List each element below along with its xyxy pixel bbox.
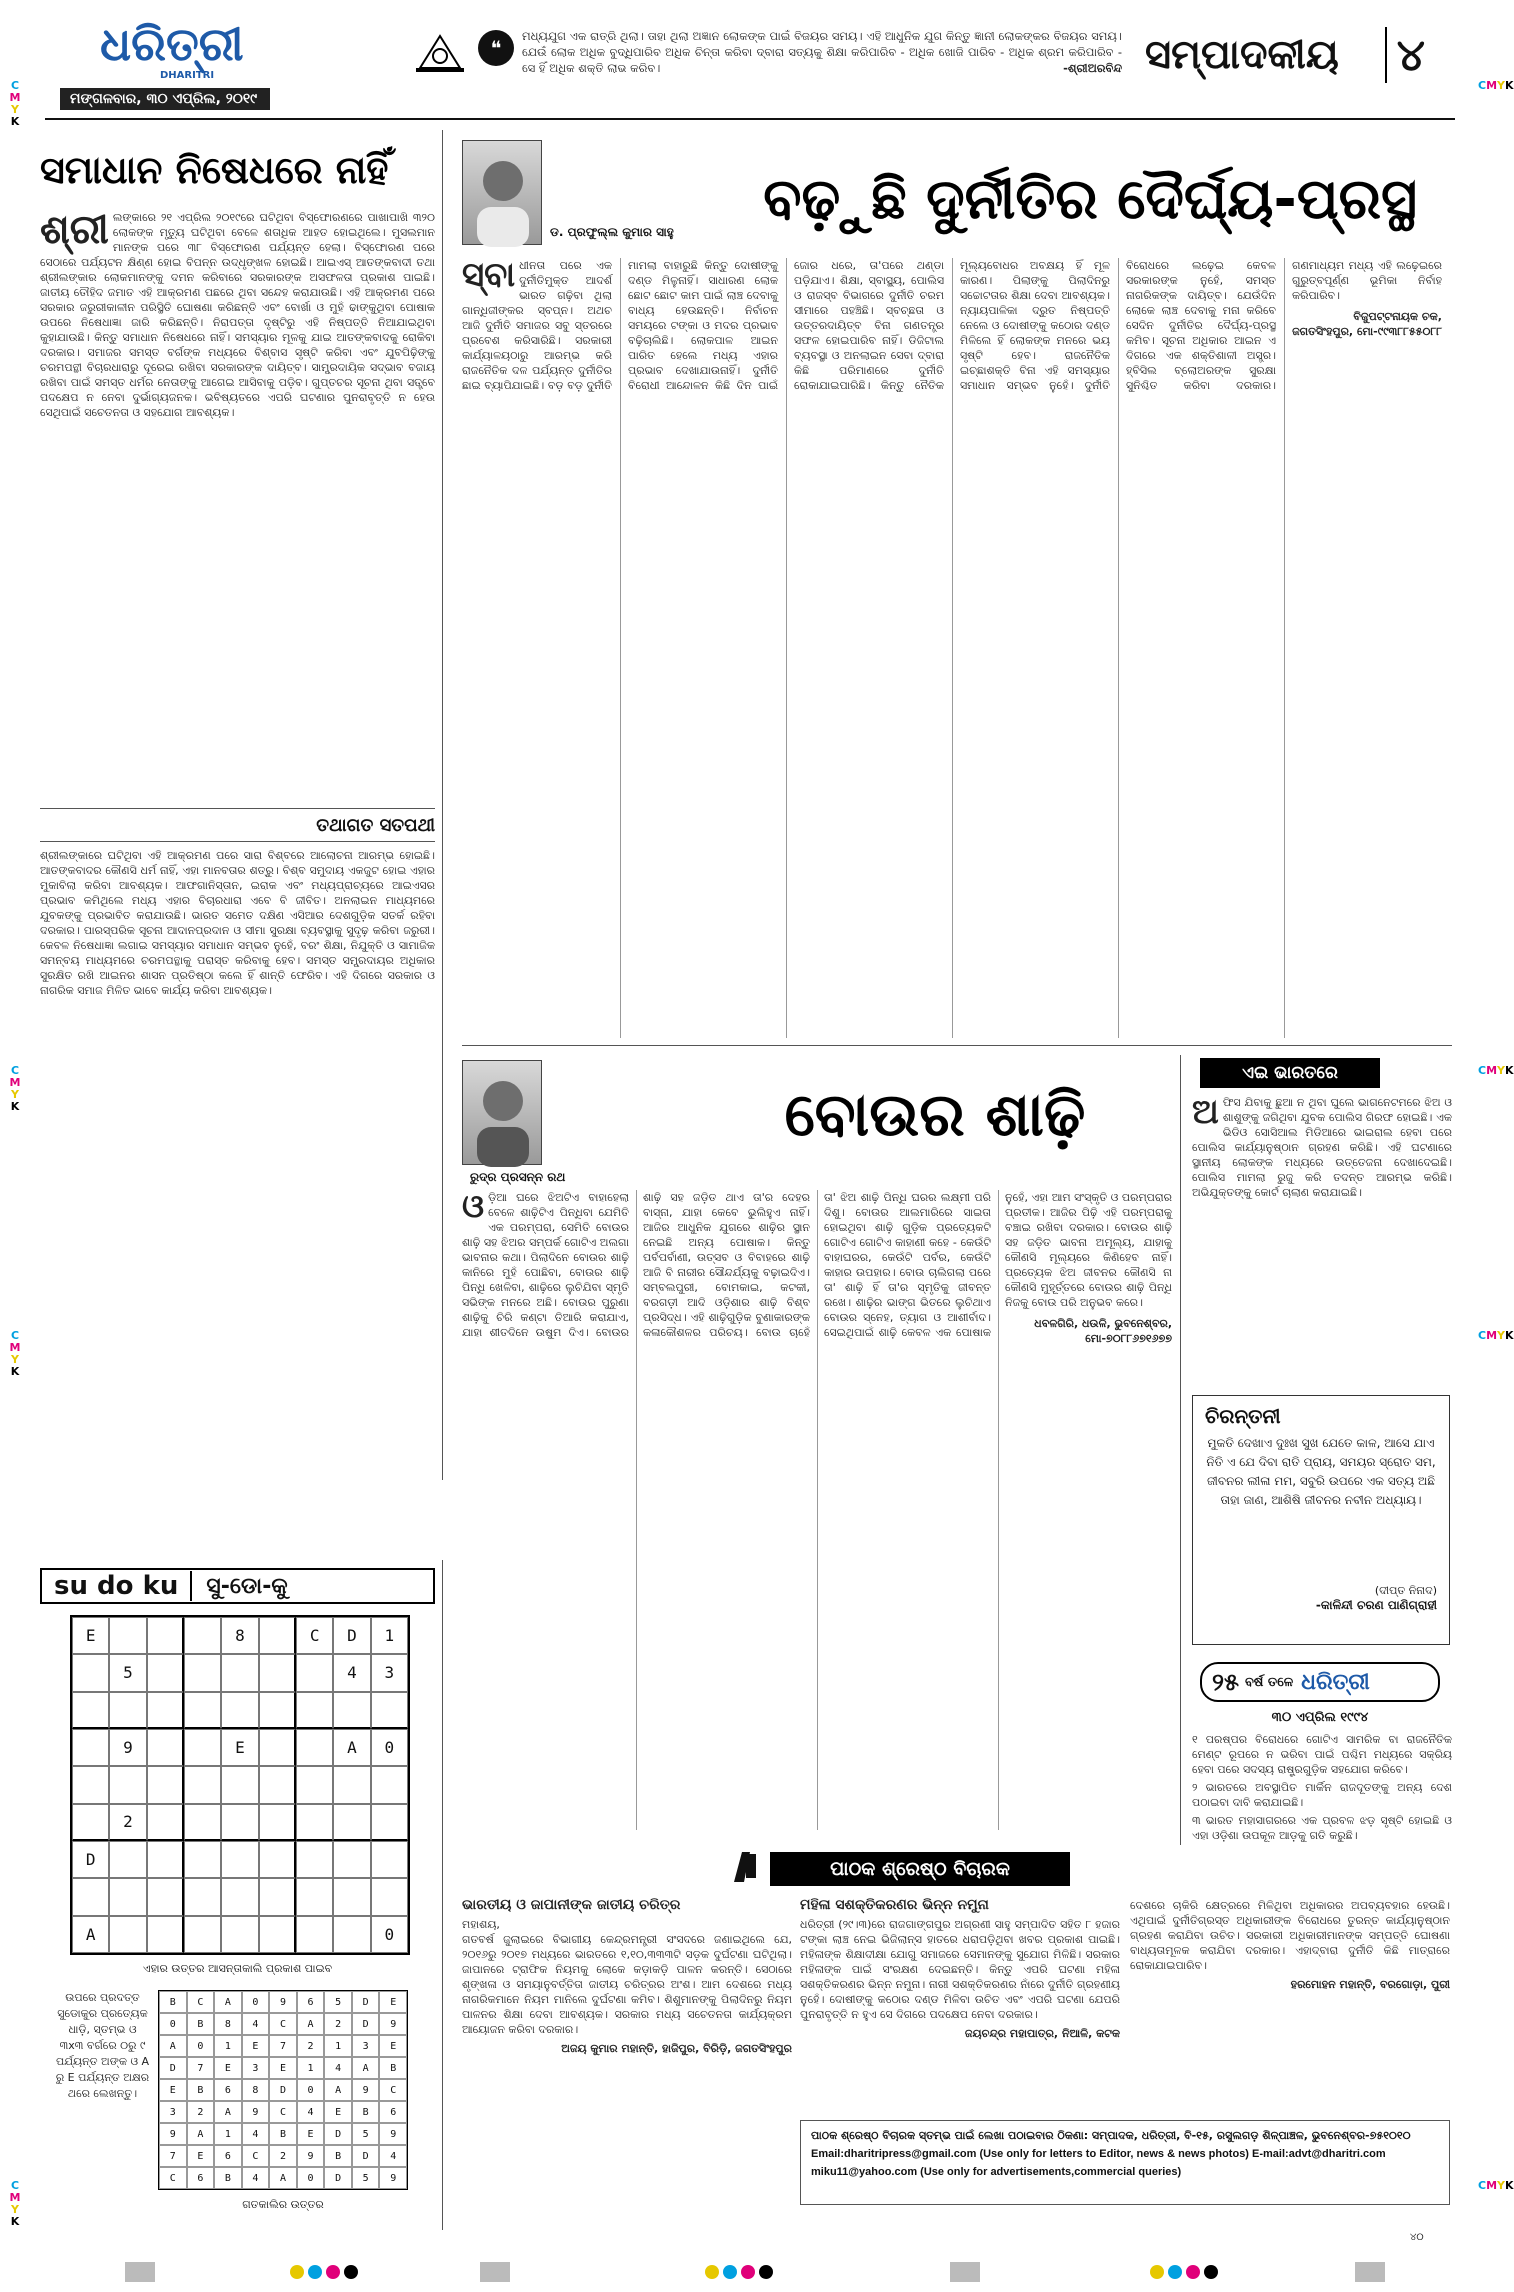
years-item-text: ଭାରତ ମହାସାଗରରେ ଏକ ପ୍ରବଳ ଝଡ଼ ସୃଷ୍ଟି ହୋଇଛି ଓ ଏହା ଓଡ଼ିଶା ଉପକୂଳ ଆଡ଼କୁ ଗତି କରୁଛି। xyxy=(1192,1814,1452,1842)
sudoku-cell: E xyxy=(221,1729,258,1766)
cyan-swatch-icon xyxy=(308,2265,322,2279)
sudoku-solution-cell: 6 xyxy=(379,2101,407,2123)
sudoku-cell xyxy=(184,1916,221,1953)
sudoku-cell xyxy=(333,1878,370,1915)
column-rule-3 xyxy=(442,1560,443,2230)
sudoku-cell xyxy=(147,1617,184,1654)
sudoku-solution-cell: B xyxy=(324,2145,352,2167)
page-number: ୪ xyxy=(1396,29,1425,81)
sudoku-solution-cell: 4 xyxy=(379,2145,407,2167)
sudoku-title-en: su do ku xyxy=(42,1571,192,1601)
sudoku-cell xyxy=(72,1766,109,1803)
sudoku-solution-cell: E xyxy=(269,2057,297,2079)
letter-heading: ମହିଳା ସଶକ୍ତିକରଣର ଭିନ୍ନ ନମୁନା xyxy=(800,1897,989,1913)
sudoku-solution-cell: B xyxy=(214,2167,242,2189)
sudoku-solution-cell: 0 xyxy=(187,2035,215,2057)
letters-title: ପାଠକ ଶ୍ରେଷ୍ଠ ବିଚାରକ xyxy=(770,1852,1070,1886)
masthead-logo-sub: DHARITRI xyxy=(160,70,215,81)
letter-body: ଗତବର୍ଷ ଜୁଲାଇରେ ବିଭାଗୀୟ କେନ୍ଦ୍ରମନ୍ତ୍ରୀ ସଂସଦରେ ଜଣାଇଥିଲେ ଯେ, ୨୦୧୬ରୁ ୨୦୧୭ ମଧ୍ୟରେ ଭାରତରେ ୧,୧୦,୩୩୩ଟି ସଡ଼କ ଦୁର୍ଘଟଣା ଘଟିଥିଲା। ଜାପାନରେ ଟ୍ରାଫିକ ନିୟମକୁ ଲୋକେ କଡ଼ାକଡ଼ି ପାଳନ କରନ୍ତି। ସେଠାରେ ଶୃଙ୍ଖଳା ଓ ସମୟାନୁବର୍ତ୍ତିତା ଜାତୀୟ ଚରିତ୍ରର ଅଂଶ। ଆମ ଦେଶରେ ମଧ୍ୟ ନାଗରିକମାନେ ନିୟମ ମାନିଲେ ଦୁର୍ଘଟଣା କମିବ। ଶିଶୁମାନଙ୍କୁ ପିଲାଦିନରୁ ନିୟମ ପାଳନର ଶିକ୍ଷା ଦେବା ଆବଶ୍ୟକ। ସରକାର ମଧ୍ୟ ସଚେତନତା କାର୍ଯ୍ୟକ୍ରମ ଆୟୋଜନ କରିବା ଦରକାର। xyxy=(462,1933,792,2036)
sudoku-cell xyxy=(296,1878,333,1915)
letter-signature: ଜୟଚନ୍ଦ୍ର ମହାପାତ୍ର, ନିଆଳି, କଟକ xyxy=(964,2027,1120,2040)
masthead-quote-author: -ଶ୍ରୀଅରବିନ୍ଦ xyxy=(1063,61,1122,75)
letter-body: ଦେଶରେ ଚାକିରି କ୍ଷେତ୍ରରେ ମିଳିଥିବା ଅଧିକାରର ଅପବ୍ୟବହାର ହେଉଛି। ଏଥିପାଇଁ ଦୁର୍ନୀତିଗ୍ରସ୍ତ ଅଧିକାରୀଙ୍କ ବିରୋଧରେ ତୁରନ୍ତ କାର୍ଯ୍ୟାନୁଷ୍ଠାନ ଗ୍ରହଣ କରାଯିବା ଉଚିତ। ସରକାରୀ ଅଧିକାରୀମାନଙ୍କ ସମ୍ପତ୍ତି ଘୋଷଣା ବାଧ୍ୟତାମୂଳକ କରାଯିବା ଦରକାର। ଏହାଦ୍ବାରା ଦୁର୍ନୀତି କିଛି ମାତ୍ରାରେ ରୋକାଯାଇପାରିବ। xyxy=(1130,1899,1450,1972)
sudoku-solution-cell: 9 xyxy=(379,2013,407,2035)
sudoku-title-bar xyxy=(40,1568,435,1604)
sudoku-solution-cell: C xyxy=(242,2145,270,2167)
sudoku-solution-cell: 5 xyxy=(352,2167,380,2189)
sudoku-solution-cell: A xyxy=(187,2123,215,2145)
sudoku-cell xyxy=(147,1729,184,1766)
sudoku-cell xyxy=(109,1878,146,1915)
sudoku-title-or: ସୁ-ଡୋ-କୁ xyxy=(206,1573,288,1599)
letter-signature: ଅଜୟ କୁମାର ମହାନ୍ତି, ହାଜିପୁର, ବିରିଡ଼ି, ଜଗତସିଂହପୁର xyxy=(561,2042,792,2055)
sudoku-cell xyxy=(333,1804,370,1841)
sudoku-cell: 0 xyxy=(371,1729,408,1766)
article2-body-text: ଡ଼ିଆ ଘରେ ଝିଅଟିଏ ବାହାହେଲା ବେଳେ ଶାଢ଼ିଟିଏ ପିନ୍ଧିବା ଯେମିତି ଏକ ପରମ୍ପରା, ସେମିତି ବୋଉର ଶାଢ଼ି ସହ ଝିଅର ସମ୍ପର୍କ ଗୋଟିଏ ଅଲଗା ଭାବନାର କଥା। ପିଲାଦିନେ ବୋଉର ଶାଢ଼ି କାନିରେ ମୁହଁ ପୋଛିବା, ବୋଉର ଶାଢ଼ି ପିନ୍ଧି ଖେଳିବା, ଶାଢ଼ିରେ ଲୁଚିଯିବା ସ୍ମୃତି ସଭିଙ୍କ ମନରେ ଅଛି। ବୋଉର ପୁରୁଣା ଶାଢ଼ିକୁ ଚିରି କଣ୍ଟା ତିଆରି କରାଯାଏ, ଯାହା ଶୀତଦିନେ ଉଷୁମ ଦିଏ। ବୋଉର ଶାଢ଼ି ସହ ଜଡ଼ିତ ଥାଏ ତା'ର ଦେହର ବାସ୍ନା, ଯାହା କେବେ ଭୁଲିହୁଏ ନାହିଁ। ଆଜିର ଆଧୁନିକ ଯୁଗରେ ଶାଢ଼ିର ସ୍ଥାନ ନେଇଛି ଅନ୍ୟ ପୋଷାକ। କିନ୍ତୁ ପର୍ବପର୍ବାଣୀ, ଉତ୍ସବ ଓ ବିବାହରେ ଶାଢ଼ି ଆଜି ବି ନାରୀର ସୌନ୍ଦର୍ଯ୍ୟକୁ ବଢ଼ାଇଦିଏ। ସମ୍ବଲପୁରୀ, ବୋମକାଇ, କଟକୀ, ବରଗଡ଼ୀ ଆଦି ଓଡ଼ିଶାର ଶାଢ଼ି ବିଶ୍ବ ପ୍ରସିଦ୍ଧ। ଏହି ଶାଢ଼ିଗୁଡ଼ିକ ବୁଣାକାରଙ୍କ କଳାକୌଶଳର ପରିଚୟ। ବୋଉ ଚାହେଁ ତା' ଝିଅ ଶାଢ଼ି ପିନ୍ଧି ଘରର ଲକ୍ଷ୍ମୀ ପରି ଦିଶୁ। ବୋଉର ଆଲମାରିରେ ସାଇତା ହୋଇଥିବା ଶାଢ଼ି ଗୁଡ଼ିକ ପ୍ରତ୍ୟେକଟି ଗୋଟିଏ ଗୋଟିଏ କାହାଣୀ କହେ - କେଉଁଟି ବାହାଘରର, କେଉଁଟି ପର୍ବର, କେଉଁଟି କାହାର ଉପହାର। ବୋଉ ଚାଲିଗଲା ପରେ ତା' ଶାଢ଼ି ହିଁ ତା'ର ସ୍ମୃତିକୁ ଜୀବନ୍ତ ରଖେ। ଶାଢ଼ିର ଭାଙ୍ଗ ଭିତରେ ଲୁଚିଥାଏ ବୋଉର ସ୍ନେହ, ତ୍ୟାଗ ଓ ଆଶୀର୍ବାଦ। ସେଇଥିପାଇଁ ଶାଢ଼ି କେବଳ ଏକ ପୋଷାକ ନୁହେଁ, ଏହା ଆମ ସଂସ୍କୃତି ଓ ପରମ୍ପରାର ପ୍ରତୀକ। ଆଜିର ପିଢ଼ି ଏହି ପରମ୍ପରାକୁ ବଞ୍ଚାଇ ରଖିବା ଦରକାର। ବୋଉର ଶାଢ଼ି ସହ ଜଡ଼ିତ ଭାବନା ଅମୂଲ୍ୟ, ଯାହାକୁ କୌଣସି ମୂଲ୍ୟରେ କିଣିହେବ ନାହିଁ। ପ୍ରତ୍ୟେକ ଝିଅ ଜୀବନର କୌଣସି ନା କୌଣସି ମୁହୂର୍ତ୍ତରେ ବୋଉର ଶାଢ଼ି ପିନ୍ଧି ନିଜକୁ ବୋଉ ପରି ଅନୁଭବ କରେ। xyxy=(462,1191,1172,1339)
sudoku-cell xyxy=(259,1916,296,1953)
masthead-date: ମଙ୍ଗଳବାର, ୩୦ ଏପ୍ରିଲ, ୨୦୧୯ xyxy=(60,88,270,110)
sudoku-solution-cell: 6 xyxy=(214,2079,242,2101)
sudoku-cell xyxy=(109,1766,146,1803)
sudoku-cell xyxy=(259,1654,296,1691)
sudoku-solution-cell: B xyxy=(269,2123,297,2145)
sudoku-cell xyxy=(259,1878,296,1915)
masthead-logo-block xyxy=(60,18,280,118)
sudoku-cell xyxy=(184,1692,221,1729)
sudoku-cell xyxy=(259,1692,296,1729)
cmyk-marks-right-middle: CMYK xyxy=(1478,1064,1514,1077)
sudoku-cell xyxy=(184,1766,221,1803)
cyan-swatch-icon xyxy=(1168,2265,1182,2279)
sudoku-grid xyxy=(70,1615,410,1955)
sudoku-cell xyxy=(221,1878,258,1915)
sudoku-cell xyxy=(221,1916,258,1953)
years-badge-text: ବର୍ଷ ତଳେ xyxy=(1244,1674,1294,1690)
sudoku-solution-cell: 6 xyxy=(297,1991,325,2013)
sudoku-solution-cell: 9 xyxy=(242,2101,270,2123)
sudoku-cell: A xyxy=(333,1729,370,1766)
sudoku-solution-cell: 7 xyxy=(269,2035,297,2057)
cmyk-marks-left-top: C M Y K xyxy=(9,79,21,128)
sudoku-solution-cell: B xyxy=(379,2057,407,2079)
years-item: ୧ ପରଷ୍ପର ବିରୋଧରେ ଗୋଟିଏ ସାମରିକ ବା ରାଜନୈତିକ ମେଣ୍ଟ ରୂପରେ ନ ଭରିବା ପାଇଁ ପଶ୍ଚିମ ମଧ୍ୟରେ ସକ୍ରିୟ ହେବା ପରେ ସଦସ୍ୟ ରାଷ୍ଟ୍ରଗୁଡ଼ିକ ସହଯୋଗ କରିବେ। xyxy=(1192,1733,1452,1776)
sudoku-solution-cell: 2 xyxy=(187,2101,215,2123)
article2-body xyxy=(462,1187,1172,1830)
years-item-text: ଭାରତରେ ଅବସ୍ଥାପିତ ମାର୍କିନ ରାଜଦୂତଙ୍କୁ ଅନ୍ୟ ଦେଶ ପଠାଇବା ଦାବି କରାଯାଇଛି। xyxy=(1192,1781,1452,1809)
sudoku-solution-cell: 9 xyxy=(379,2167,407,2189)
sudoku-cell xyxy=(72,1878,109,1915)
sudoku-solution-cell: C xyxy=(379,2079,407,2101)
sudoku-cell xyxy=(296,1692,333,1729)
sudoku-cell xyxy=(72,1804,109,1841)
sudoku-solution-cell: C xyxy=(159,2167,187,2189)
sudoku-solution-cell: E xyxy=(159,2079,187,2101)
letter-greeting: ମହାଶୟ, xyxy=(462,1918,500,1931)
sudoku-solution-cell: A xyxy=(297,2013,325,2035)
sudoku-cell xyxy=(184,1617,221,1654)
column-rule-1 xyxy=(442,130,443,1480)
sudoku-solution-cell: C xyxy=(269,2101,297,2123)
chirantani-body: ମୁକତି ଦେଖାଏ ଦୁଃଖ ସୁଖ ଯେତେ କାଳ, ଆସେ ଯାଏ ନିତି ଏ ଯେ ଦିବା ରାତି ପ୍ରାୟ, ସମୟର ସ୍ରୋତ ସମ, ଜୀବନର ଲୀଳା ମମ, ସବୁରି ଉପରେ ଏକ ସତ୍ୟ ଅଛି ତାହା ଜାଣ, ଆଶିଷି ଜୀବନର ନବୀନ ଅଧ୍ୟାୟ। xyxy=(1206,1436,1436,1507)
sudoku-solution-cell: 9 xyxy=(159,2123,187,2145)
sudoku-solution-cell: 6 xyxy=(214,2145,242,2167)
letters-pen-icon xyxy=(730,1848,760,1886)
sudoku-solution-cell: B xyxy=(187,2079,215,2101)
mail-note-address: ପାଠକ ଶ୍ରେଷ୍ଠ ବିଚାରକ ସ୍ତମ୍ଭ ପାଇଁ ଲେଖା ପଠାଇବାର ଠିକଣା: ସମ୍ପାଦକ, ଧରିତ୍ରୀ, ବି-୧୫, ରସୁଲଗଡ଼ ଶିଳ୍ପାଞ୍ଚଳ, ଭୁବନେଶ୍ବର-୭୫୧୦୧୦ xyxy=(811,2129,1411,2142)
sudoku-cell xyxy=(147,1766,184,1803)
sudoku-cell xyxy=(147,1804,184,1841)
sudoku-solution-cell: E xyxy=(297,2123,325,2145)
cmyk-marks-right-top: CMYK xyxy=(1478,79,1514,92)
sudoku-cell xyxy=(147,1692,184,1729)
cmyk-marks-right-bottom: CMYK xyxy=(1478,2179,1514,2192)
article2-headline: ବୋଉର ଶାଢ଼ି xyxy=(784,1080,1086,1150)
years-item-text: ପରଷ୍ପର ବିରୋଧରେ ଗୋଟିଏ ସାମରିକ ବା ରାଜନୈତିକ ମେଣ୍ଟ ରୂପରେ ନ ଭରିବା ପାଇଁ ପଶ୍ଚିମ ମଧ୍ୟରେ ସକ୍ରିୟ ହେବା ପରେ ସଦସ୍ୟ ରାଷ୍ଟ୍ରଗୁଡ଼ିକ ସହଯୋଗ କରିବେ। xyxy=(1192,1733,1452,1776)
sudoku-instructions: ଉପରେ ପ୍ରଦତ୍ତ ସୁଡୋକୁର ପ୍ରତ୍ୟେକ ଧାଡ଼ି, ସ୍ତମ୍ଭ ଓ ୩x୩ ବର୍ଗରେ ୦ରୁ ୯ ପର୍ଯ୍ୟନ୍ତ ଅଙ୍କ ଓ A ରୁ E ପର୍ଯ୍ୟନ୍ତ ଅକ୍ଷର ଥରେ ଲେଖନ୍ତୁ। xyxy=(55,1991,150,2100)
masthead-rule xyxy=(45,118,1455,120)
sudoku-solution-cell: 3 xyxy=(352,2035,380,2057)
article1-body xyxy=(462,255,1442,1038)
sudoku-solution-cell: A xyxy=(159,2035,187,2057)
sudoku-solution-cell: 4 xyxy=(324,2057,352,2079)
sudoku-cell xyxy=(147,1878,184,1915)
sudoku-solution-cell: C xyxy=(187,1991,215,2013)
sudoku-solution-cell: C xyxy=(269,2013,297,2035)
sudoku-cell xyxy=(333,1766,370,1803)
sudoku-solution-cell: 8 xyxy=(242,2079,270,2101)
sudoku-solution-grid xyxy=(158,1990,408,2190)
sudoku-cell xyxy=(371,1766,408,1803)
sudoku-cell: 5 xyxy=(109,1654,146,1691)
sudoku-cell xyxy=(184,1841,221,1878)
author-photo-prafulla xyxy=(462,140,542,245)
sudoku-solution-cell: E xyxy=(214,2057,242,2079)
sudoku-cell xyxy=(259,1729,296,1766)
mail-note-emails: Email:dharitripress@gmail.com (Use only for letters to Editor, news & news photos) E-mail:advt@dharitri.com xyxy=(811,2148,1386,2160)
sudoku-solution-cell: 0 xyxy=(242,1991,270,2013)
sudoku-cell xyxy=(184,1729,221,1766)
sudoku-cell: 4 xyxy=(333,1654,370,1691)
sudoku-cell: 3 xyxy=(371,1654,408,1691)
sudoku-solution-label: ଗତକାଲିର ଉତ୍ତର xyxy=(242,2198,324,2211)
sudoku-solution-cell: B xyxy=(187,2013,215,2035)
sudoku-cell: 9 xyxy=(109,1729,146,1766)
masthead-quote-text: ମଧ୍ୟଯୁଗ ଏକ ରାତ୍ରି ଥିଲା। ତାହା ଥିଲା ଅଜ୍ଞାନ ଲୋକଙ୍କ ପାଇଁ ବିଜୟର ସମୟ। ଏହି ଆଧୁନିକ ଯୁଗ କିନ୍ତୁ ଜ୍ଞାନୀ ଲୋକଙ୍କର ବିଜୟର ସମୟ। ଯେଉଁ ଲୋକ ଅଧିକ ବୁଦ୍ଧିପାରିବ ଅଧିକ ଚିନ୍ତା କରିବା ଦ୍ବାରା ସତ୍ୟକୁ ଶିକ୍ଷା କରିପାରିବ - ଅଧିକ ଖୋଜି ପାରିବ - ଅଧିକ ଶ୍ରମ କରିପାରିବ - ସେ ହିଁ ଅଧିକ ଶକ୍ତି ଲାଭ କରିବ। xyxy=(522,29,1122,75)
footer-gray-bar xyxy=(950,2262,980,2282)
chirantani-source: (ଦୀପ୍ତ ନିନାଦ) xyxy=(1374,1584,1437,1597)
column-rule-2 xyxy=(1180,1055,1181,1845)
sudoku-solution-cell: 0 xyxy=(297,2167,325,2189)
black-swatch-icon xyxy=(344,2265,358,2279)
sudoku-solution-cell: D xyxy=(324,2167,352,2189)
sudoku-solution-cell: E xyxy=(324,2101,352,2123)
footer-gray-bar xyxy=(125,2262,155,2282)
article1-bottom-rule xyxy=(462,1045,1452,1046)
sudoku-solution-cell: B xyxy=(352,2101,380,2123)
sudoku-solution-cell: 4 xyxy=(297,2101,325,2123)
sudoku-solution-cell: 1 xyxy=(214,2123,242,2145)
sudoku-cell xyxy=(72,1692,109,1729)
editorial-author-bar xyxy=(40,808,435,842)
sudoku-solution-cell: D xyxy=(269,2079,297,2101)
sudoku-cell: C xyxy=(296,1617,333,1654)
sudoku-cell xyxy=(259,1804,296,1841)
sudoku-solution-cell: D xyxy=(159,2057,187,2079)
sudoku-solution-cell: 0 xyxy=(297,2079,325,2101)
sudoku-solution-cell: 9 xyxy=(352,2079,380,2101)
cmyk-marks-left-middle: C M Y K xyxy=(9,1064,21,1113)
sudoku-solution-cell: 4 xyxy=(242,2013,270,2035)
chirantani-title: ଚିରନ୍ତନୀ xyxy=(1205,1404,1281,1428)
sudoku-solution-cell: 7 xyxy=(159,2145,187,2167)
cmyk-marks-left-lower: C M Y K xyxy=(9,1329,21,1378)
years-date: ୩୦ ଏପ୍ରିଲ ୧୯୯୪ xyxy=(1271,1710,1369,1725)
eibharatare-body xyxy=(1192,1092,1452,1380)
black-swatch-icon xyxy=(1204,2265,1218,2279)
sudoku-cell xyxy=(184,1878,221,1915)
section-title: ସମ୍ପାଦକୀୟ xyxy=(1145,32,1339,78)
sudoku-cell: D xyxy=(333,1617,370,1654)
sudoku-cell xyxy=(109,1916,146,1953)
section-divider xyxy=(1385,27,1387,83)
chirantani-author: -କାଳିନ୍ଦୀ ଚରଣ ପାଣିଗ୍ରାହୀ xyxy=(1315,1598,1437,1612)
sudoku-cell xyxy=(221,1692,258,1729)
cmyk-marks-left-bottom: C M Y K xyxy=(9,2179,21,2228)
author-photo-rudra xyxy=(462,1060,542,1165)
sudoku-solution-cell: 2 xyxy=(297,2035,325,2057)
article1-dropcap: ସ୍ବା xyxy=(462,255,516,295)
years-badge-number: ୨୫ xyxy=(1212,1668,1239,1696)
sudoku-cell: 0 xyxy=(371,1916,408,1953)
sudoku-solution-cell: 9 xyxy=(379,2123,407,2145)
article2-dropcap: ଓ xyxy=(462,1187,485,1225)
editorial-body-continued: ଶ୍ରୀଲଙ୍କାରେ ଘଟିଥିବା ଏହି ଆକ୍ରମଣ ପରେ ସାରା ବିଶ୍ବରେ ଆଲୋଚନା ଆରମ୍ଭ ହୋଇଛି। ଆତଙ୍କବାଦର କୌଣସି ଧର୍ମ ନାହିଁ, ଏହା ମାନବତାର ଶତ୍ରୁ। ବିଶ୍ବ ସମୁଦାୟ ଏକଜୁଟ ହୋଇ ଏହାର ମୁକାବିଲା କରିବା ଆବଶ୍ୟକ। ଆଫଗାନିସ୍ତାନ, ଇରାକ ଏବଂ ମଧ୍ୟପ୍ରାଚ୍ୟରେ ଆଇଏସର ପ୍ରଭାବ କମିଥିଲେ ମଧ୍ୟ ଏହାର ବିଚାରଧାରା ଏବେ ବି ଜୀବିତ। ଅନଲାଇନ ମାଧ୍ୟମରେ ଯୁବକଙ୍କୁ ପ୍ରଭାବିତ କରାଯାଉଛି। ଭାରତ ସମେତ ଦକ୍ଷିଣ ଏସିଆର ଦେଶଗୁଡ଼ିକ ସତର୍କ ରହିବା ଦରକାର। ପାରସ୍ପରିକ ସୂଚନା ଆଦାନପ୍ରଦାନ ଓ ସୀମା ସୁରକ୍ଷା ବ୍ୟବସ୍ଥାକୁ ସୁଦୃଢ଼ କରିବା ଜରୁରୀ। କେବଳ ନିଷେଧାଜ୍ଞା ଲଗାଇ ସମସ୍ୟାର ସମାଧାନ ସମ୍ଭବ ନୁହେଁ, ବରଂ ଶିକ୍ଷା, ନିଯୁକ୍ତି ଓ ସାମାଜିକ ସମନ୍ବୟ ମାଧ୍ୟମରେ ଚରମପନ୍ଥାକୁ ପରାସ୍ତ କରିବାକୁ ହେବ। ସମସ୍ତ ସମ୍ପ୍ରଦାୟର ଅଧିକାର ସୁରକ୍ଷିତ ରଖି ଆଇନର ଶାସନ ପ୍ରତିଷ୍ଠା କଲେ ହିଁ ଶାନ୍ତି ଫେରିବ। ଏହି ଦିଗରେ ସରକାର ଓ ନାଗରିକ ସମାଜ ମିଳିତ ଭାବେ କାର୍ଯ୍ୟ କରିବା ଆବଶ୍ୟକ। xyxy=(40,849,435,997)
sudoku-solution-cell: 0 xyxy=(159,2013,187,2035)
sudoku-cell xyxy=(259,1617,296,1654)
letter-2 xyxy=(800,1898,1120,2108)
quote-icon xyxy=(478,30,514,66)
years-item: ୨ ଭାରତରେ ଅବସ୍ଥାପିତ ମାର୍କିନ ରାଜଦୂତଙ୍କୁ ଅନ୍ୟ ଦେଶ ପଠାଇବା ଦାବି କରାଯାଇଛି। xyxy=(1192,1781,1452,1809)
sudoku-cell xyxy=(333,1692,370,1729)
sudoku-cell xyxy=(221,1841,258,1878)
sudoku-cell xyxy=(333,1916,370,1953)
sudoku-cell xyxy=(147,1841,184,1878)
editorial-body-text: ଲଙ୍କାରେ ୨୧ ଏପ୍ରିଲ ୨୦୧୯ରେ ଘଟିଥିବା ବିସ୍ଫୋରଣରେ ପାଖାପାଖି ୩୨୦ ଲୋକଙ୍କ ମୃତ୍ୟୁ ଘଟିଥିବା ବେଳେ ଶତାଧିକ ଆହତ ହୋଇଥିଲେ। ମୁସଲମାନ ମାନଙ୍କ ପରେ ୩୮ ବିସ୍ଫୋରଣ ପର୍ଯ୍ୟନ୍ତ ହେଲା। ବିସ୍ଫୋରଣ ପରେ ସେଠାରେ ପର୍ଯ୍ୟଟନ କ୍ଷିଣ୍ଣ ହୋଇ ବିପନ୍ନ ଉଦ୍ଧୃଙ୍ଖଳ ହୋଇଛି। ଆଇଏସ୍ ଆତଙ୍କବାଦୀ ତଥା ଶ୍ରୀଲଙ୍କାର ଲୋକମାନଙ୍କୁ ଦମନ କରିବାରେ ସରକାରଙ୍କ ଅସଫଳତା ପ୍ରକାଶ ପାଇଛି। ଜାତୀୟ ତୌହିଦ ଜମାତ ଏହି ଆକ୍ରମଣ ପଛରେ ଥିବା ସନ୍ଦେହ କରାଯାଉଛି। ଏହି ଆକ୍ରମଣ ପରେ ସରକାର ଜରୁରୀକାଳୀନ ପରିସ୍ଥିତି ଘୋଷଣା କରିଛନ୍ତି ଏବଂ ବୋର୍ଖା ଓ ମୁହଁ ଢାଙ୍କୁଥିବା ପୋଷାକ ଉପରେ ନିଷେଧାଜ୍ଞା ଜାରି କରିଛନ୍ତି। ନିରାପତ୍ତା ଦୃଷ୍ଟିରୁ ଏହି ନିଷ୍ପତ୍ତି ନିଆଯାଇଥିବା କୁହାଯାଉଛି। କିନ୍ତୁ ସମାଧାନ ନିଷେଧରେ ନାହିଁ। ସମସ୍ୟାର ମୂଳକୁ ଯାଇ ଆତଙ୍କବାଦକୁ ରୋକିବା ଦରକାର। ସମାଜର ସମସ୍ତ ବର୍ଗଙ୍କ ମଧ୍ୟରେ ବିଶ୍ବାସ ସୃଷ୍ଟି କରିବା ଏବଂ ଯୁବପିଢ଼ିଙ୍କୁ ଚରମପନ୍ଥୀ ବିଚାରଧାରାରୁ ଦୂରେଇ ରଖିବା ସରକାରଙ୍କ ଦାୟିତ୍ବ। ସାମ୍ପ୍ରଦାୟିକ ସଦ୍ଭାବ ବଜାୟ ରଖିବା ପାଇଁ ସମସ୍ତ ଧର୍ମର ନେତାଙ୍କୁ ଆଗେଇ ଆସିବାକୁ ପଡ଼ିବ। ଗୁପ୍ତଚର ସୂଚନା ଥିବା ସତ୍ତ୍ବେ ପଦକ୍ଷେପ ନ ନେବା ଦୁର୍ଭାଗ୍ୟଜନକ। ଭବିଷ୍ୟତରେ ଏପରି ଘଟଣାର ପୁନରାବୃତ୍ତି ନ ହେଉ ସେଥିପାଇଁ ସଚେତନତା ଓ ସହଯୋଗ ଆବଶ୍ୟକ। xyxy=(40,211,435,419)
sudoku-cell xyxy=(221,1654,258,1691)
editorial-dropcap: ଶ୍ରୀ xyxy=(40,207,109,253)
sudoku-solution-cell: D xyxy=(324,2123,352,2145)
sudoku-solution-cell: 4 xyxy=(242,2167,270,2189)
sudoku-solution-cell: D xyxy=(352,1991,380,2013)
emblem-icon xyxy=(410,28,470,74)
article2-contact: ଧବଳଗିରି, ଧଉଳି, ଭୁବନେଶ୍ବର, ମୋ-୭୦୮୮୬୭୧୬୭୭ xyxy=(1034,1317,1172,1345)
article1-headline: ବଢ଼ୁଛି ଦୁର୍ନୀତିର ଦୈର୍ଘ୍ୟ-ପ୍ରସ୍ଥ xyxy=(763,167,1417,232)
sudoku-cell xyxy=(371,1804,408,1841)
cyan-swatch-icon xyxy=(723,2265,737,2279)
section-header xyxy=(1145,20,1425,90)
eibharatare-title: ଏଇ ଭାରତରେ xyxy=(1200,1058,1380,1088)
sudoku-cell xyxy=(296,1654,333,1691)
sudoku-solution-cell: 2 xyxy=(269,2145,297,2167)
years-items xyxy=(1192,1732,1452,1847)
footer-gray-bar xyxy=(1355,2262,1385,2282)
sudoku-cell xyxy=(221,1766,258,1803)
sudoku-solution-cell: 1 xyxy=(214,2035,242,2057)
sudoku-cell xyxy=(109,1841,146,1878)
letter-1 xyxy=(462,1898,792,2198)
sudoku-solution-cell: 5 xyxy=(352,2123,380,2145)
eibharatare-dropcap: ଅ xyxy=(1192,1092,1219,1132)
sudoku-solution-cell: 5 xyxy=(324,1991,352,2013)
sudoku-solution-cell: 7 xyxy=(187,2057,215,2079)
sudoku-solution-cell: 1 xyxy=(324,2035,352,2057)
sudoku-cell xyxy=(72,1654,109,1691)
sudoku-cell xyxy=(371,1692,408,1729)
svg-text:❝: ❝ xyxy=(490,36,502,60)
sudoku-solution-cell: 3 xyxy=(242,2057,270,2079)
sudoku-cell xyxy=(259,1841,296,1878)
sudoku-solution-cell: 3 xyxy=(159,2101,187,2123)
sudoku-cell xyxy=(109,1692,146,1729)
sudoku-cell xyxy=(371,1878,408,1915)
sudoku-cell xyxy=(184,1654,221,1691)
sudoku-solution-cell: E xyxy=(379,1991,407,2013)
masthead-quote xyxy=(522,28,1122,92)
years-item: ୩ ଭାରତ ମହାସାଗରରେ ଏକ ପ୍ରବଳ ଝଡ଼ ସୃଷ୍ଟି ହୋଇଛି ଓ ଏହା ଓଡ଼ିଶା ଉପକୂଳ ଆଡ଼କୁ ଗତି କରୁଛି। xyxy=(1192,1814,1452,1842)
sudoku-solution-cell: 9 xyxy=(297,2145,325,2167)
eibharatare-text: ଫିସ ଯିବାକୁ ଛୁଆ ନ ଥିବା ଘୁଲେ ଭାଗନେଟମରେ ଝିଅ ଓ ଶାଶୁଙ୍କୁ ଜଗିଥିବା ଯୁବକ ପୋଲିସ ଗିରଫ ହୋଇଛି। ଏକ ଭିଡିଓ ସୋସିଆଲ ମିଡିଆରେ ଭାଇରାଲ ହେବା ପରେ ପୋଲିସ କାର୍ଯ୍ୟାନୁଷ୍ଠାନ ଗ୍ରହଣ କରିଛି। ଏହି ଘଟଣାରେ ସ୍ଥାନୀୟ ଲୋକଙ୍କ ମଧ୍ୟରେ ଉତ୍ତେଜନା ଦେଖାଦେଇଛି। ପୋଲିସ ମାମଲା ରୁଜୁ କରି ତଦନ୍ତ ଆରମ୍ଭ କରିଛି। ଅଭିଯୁକ୍ତଙ୍କୁ କୋର୍ଟ ଚାଲାଣ କରାଯାଇଛି। xyxy=(1192,1096,1452,1199)
chirantani-box xyxy=(1192,1395,1450,1645)
article1-body-text: ଧୀନତା ପରେ ଏକ ଦୁର୍ନୀତିମୁକ୍ତ ଆଦର୍ଶ ଭାରତ ଗଢ଼ିବା ଥିଲା ଗାନ୍ଧିଜୀଙ୍କର ସ୍ବପ୍ନ। ଅଥଚ ଆଜି ଦୁର୍ନୀତି ସମାଜର ସବୁ ସ୍ତରରେ ପ୍ରବେଶ କରିସାରିଛି। ସରକାରୀ କାର୍ଯ୍ୟାଳୟଠାରୁ ଆରମ୍ଭ କରି ରାଜନୈତିକ ଦଳ ପର୍ଯ୍ୟନ୍ତ ଦୁର୍ନୀତିର ଛାଇ ବ୍ୟାପିଯାଇଛି। ବଡ଼ ବଡ଼ ଦୁର୍ନୀତି ମାମଲା ବାହାରୁଛି କିନ୍ତୁ ଦୋଷୀଙ୍କୁ ଦଣ୍ଡ ମିଳୁନାହିଁ। ସାଧାରଣ ଲୋକ ଛୋଟ ଛୋଟ କାମ ପାଇଁ ଲାଞ୍ଚ ଦେବାକୁ ବାଧ୍ୟ ହେଉଛନ୍ତି। ନିର୍ବାଚନ ସମୟରେ ଟଙ୍କା ଓ ମଦର ପ୍ରଭାବ ବଢ଼ିଚାଲିଛି। ଲୋକପାଳ ଆଇନ ପାରିତ ହେଲେ ମଧ୍ୟ ଏହାର ପ୍ରଭାବ ଦେଖାଯାଉନାହିଁ। ଦୁର୍ନୀତି ବିରୋଧୀ ଆନ୍ଦୋଳନ କିଛି ଦିନ ପାଇଁ ଜୋର ଧରେ, ତା'ପରେ ଥଣ୍ଡା ପଡ଼ିଯାଏ। ଶିକ୍ଷା, ସ୍ବାସ୍ଥ୍ୟ, ପୋଲିସ ଓ ରାଜସ୍ବ ବିଭାଗରେ ଦୁର୍ନୀତି ଚରମ ସୀମାରେ ପହଞ୍ଚିଛି। ସ୍ବଚ୍ଛତା ଓ ଉତ୍ତରଦାୟିତ୍ବ ବିନା ଗଣତନ୍ତ୍ର ସଫଳ ହୋଇପାରିବ ନାହିଁ। ଡିଜିଟାଲ ବ୍ୟବସ୍ଥା ଓ ଅନଲାଇନ ସେବା ଦ୍ବାରା କିଛି ପରିମାଣରେ ଦୁର୍ନୀତି ରୋକାଯାଇପାରିଛି। କିନ୍ତୁ ନୈତିକ ମୂଲ୍ୟବୋଧର ଅବକ୍ଷୟ ହିଁ ମୂଳ କାରଣ। ପିଲାଙ୍କୁ ପିଲାଦିନରୁ ସଚ୍ଚୋଟତାର ଶିକ୍ଷା ଦେବା ଆବଶ୍ୟକ। ନ୍ୟାୟପାଳିକା ଦ୍ରୁତ ନିଷ୍ପତ୍ତି ନେଲେ ଓ ଦୋଷୀଙ୍କୁ କଠୋର ଦଣ୍ଡ ମିଳିଲେ ହିଁ ଲୋକଙ୍କ ମନରେ ଭୟ ସୃଷ୍ଟି ହେବ। ରାଜନୈତିକ ଇଚ୍ଛାଶକ୍ତି ବିନା ଏହି ସମସ୍ୟାର ସମାଧାନ ସମ୍ଭବ ନୁହେଁ। ଦୁର୍ନୀତି ବିରୋଧରେ ଲଢ଼େଇ କେବଳ ସରକାରଙ୍କ ନୁହେଁ, ସମସ୍ତ ନାଗରିକଙ୍କ ଦାୟିତ୍ବ। ଯେଉଁଦିନ ଲୋକେ ଲାଞ୍ଚ ଦେବାକୁ ମନା କରିବେ ସେଦିନ ଦୁର୍ନୀତିର ଦୈର୍ଘ୍ୟ-ପ୍ରସ୍ଥ କମିବ। ସୂଚନା ଅଧିକାର ଆଇନ ଏ ଦିଗରେ ଏକ ଶକ୍ତିଶାଳୀ ଅସ୍ତ୍ର। ହ୍ବିସିଲ ବ୍ଲୋଅରଙ୍କ ସୁରକ୍ଷା ସୁନିଶ୍ଚିତ କରିବା ଦରକାର। ଗଣମାଧ୍ୟମ ମଧ୍ୟ ଏହି ଲଢ଼େଇରେ ଗୁରୁତ୍ବପୂର୍ଣ୍ଣ ଭୂମିକା ନିର୍ବାହ କରିପାରିବ। xyxy=(462,259,1442,392)
cmyk-marks-right-lower: CMYK xyxy=(1478,1329,1514,1342)
sudoku-solution-cell: E xyxy=(379,2035,407,2057)
sudoku-cell: 2 xyxy=(109,1804,146,1841)
sudoku-cell xyxy=(296,1729,333,1766)
sudoku-cell xyxy=(221,1804,258,1841)
years-badge-logo: ଧରିତ୍ରୀ xyxy=(1301,1669,1370,1695)
yellow-swatch-icon xyxy=(1150,2265,1164,2279)
sudoku-cell xyxy=(147,1654,184,1691)
sudoku-solution-cell: B xyxy=(159,1991,187,2013)
sudoku-cell: D xyxy=(72,1841,109,1878)
sudoku-solution-cell: E xyxy=(242,2035,270,2057)
years-ago-badge xyxy=(1200,1662,1440,1702)
sudoku-cell xyxy=(147,1916,184,1953)
sudoku-cell xyxy=(296,1841,333,1878)
magenta-swatch-icon xyxy=(741,2265,755,2279)
sudoku-cell xyxy=(72,1729,109,1766)
editorial-body xyxy=(40,207,435,805)
sudoku-answer-note: ଏହାର ଉତ୍ତର ଆସନ୍ତାକାଲି ପ୍ରକାଶ ପାଇବ xyxy=(142,1962,333,1975)
sudoku-solution-cell: D xyxy=(352,2013,380,2035)
article1-author: ଡ. ପ୍ରଫୁଲ୍ଲ କୁମାର ସାହୁ xyxy=(550,225,674,239)
sudoku-solution-cell: A xyxy=(214,2101,242,2123)
sudoku-cell xyxy=(259,1766,296,1803)
mail-note-advert: miku11@yahoo.com (Use only for advertisements,commercial queries) xyxy=(811,2166,1182,2178)
editorial-author: ତଥାଗତ ସତପଥୀ xyxy=(316,814,435,836)
letter-body: ଧରିତ୍ରୀ (୨୯।୩)ରେ ରାଜଗାଙ୍ଗପୁର ଅଗ୍ରଣୀ ସାହୁ ସମ୍ପାଦିତ ସହିତ ୮ ହଜାର ଟଙ୍କା ଲାଞ୍ଚ ନେଇ ଭିଜିଲାନ୍ସ ହାତରେ ଧରାପଡ଼ିଥିବା ଖବର ପ୍ରକାଶ ପାଇଛି। ମହିଳାଙ୍କ ଶିକ୍ଷାଦୀକ୍ଷା ଯୋଗୁ ସମାଜରେ ସେମାନଙ୍କୁ ସୁଯୋଗ ମିଳିଛି। ସରକାର ମହିଳାଙ୍କ ପାଇଁ ସଂରକ୍ଷଣ ଦେଇଛନ୍ତି। କିନ୍ତୁ ଏପରି ଘଟଣା ମହିଳା ସଶକ୍ତିକରଣର ଭିନ୍ନ ନମୁନା। ନାରୀ ସଶକ୍ତିକରଣର ନାଁରେ ଦୁର୍ନୀତି ଗ୍ରହଣୀୟ ନୁହେଁ। ଦୋଷୀଙ୍କୁ କଠୋର ଦଣ୍ଡ ମିଳିବା ଉଚିତ ଏବଂ ଏପରି ଘଟଣା ଯେପରି ପୁନରାବୃତ୍ତି ନ ହୁଏ ସେ ଦିଗରେ ପଦକ୍ଷେପ ନେବା ଦରକାର। xyxy=(800,1918,1120,2021)
letter-3 xyxy=(1130,1898,1450,2108)
page-marker: ୪୦ xyxy=(1410,2232,1424,2243)
sudoku-solution-cell: A xyxy=(324,2079,352,2101)
letter-signature: ହରମୋହନ ମହାନ୍ତି, ବରଗୋଡ଼ା, ପୁରୀ xyxy=(1290,1978,1450,1991)
sudoku-cell xyxy=(184,1804,221,1841)
sudoku-cell xyxy=(371,1841,408,1878)
sudoku-solution-cell: 9 xyxy=(269,1991,297,2013)
sudoku-solution-cell: 4 xyxy=(242,2123,270,2145)
sudoku-cell xyxy=(109,1617,146,1654)
sudoku-cell xyxy=(296,1916,333,1953)
sudoku-cell: A xyxy=(72,1916,109,1953)
editorial-headline: ସମାଧାନ ନିଷେଧରେ ନାହିଁ xyxy=(40,148,389,192)
letters-mail-box xyxy=(800,2120,1450,2205)
article1-contact: ବିଜୁପଟ୍ଟନାୟକ ଚକ, ଜଗତସିଂହପୁର, ମୋ-୯୯୩୮୮୫୫୦୮୮ xyxy=(1292,310,1442,338)
sudoku-solution-cell: E xyxy=(187,2145,215,2167)
sudoku-solution-cell: 1 xyxy=(297,2057,325,2079)
sudoku-solution-cell: 8 xyxy=(214,2013,242,2035)
footer-gray-bar xyxy=(480,2262,510,2282)
black-swatch-icon xyxy=(759,2265,773,2279)
sudoku-solution-cell: A xyxy=(352,2057,380,2079)
sudoku-cell xyxy=(333,1841,370,1878)
yellow-swatch-icon xyxy=(290,2265,304,2279)
sudoku-cell xyxy=(296,1766,333,1803)
yellow-swatch-icon xyxy=(705,2265,719,2279)
letter-heading: ଭାରତୀୟ ଓ ଜାପାନୀଙ୍କ ଜାତୀୟ ଚରିତ୍ର xyxy=(462,1897,681,1913)
article2-author: ରୁଦ୍ର ପ୍ରସନ୍ନ ରଥ xyxy=(470,1170,566,1184)
magenta-swatch-icon xyxy=(326,2265,340,2279)
masthead-logo: ଧରିତ୍ରୀ xyxy=(100,17,244,71)
sudoku-cell: 1 xyxy=(371,1617,408,1654)
sudoku-solution-cell: 2 xyxy=(324,2013,352,2035)
sudoku-solution-cell: D xyxy=(352,2145,380,2167)
sudoku-solution-cell: A xyxy=(214,1991,242,2013)
sudoku-solution-cell: 6 xyxy=(187,2167,215,2189)
sudoku-solution-cell: A xyxy=(269,2167,297,2189)
sudoku-cell: E xyxy=(72,1617,109,1654)
magenta-swatch-icon xyxy=(1186,2265,1200,2279)
sudoku-cell xyxy=(296,1804,333,1841)
sudoku-cell: 8 xyxy=(221,1617,258,1654)
